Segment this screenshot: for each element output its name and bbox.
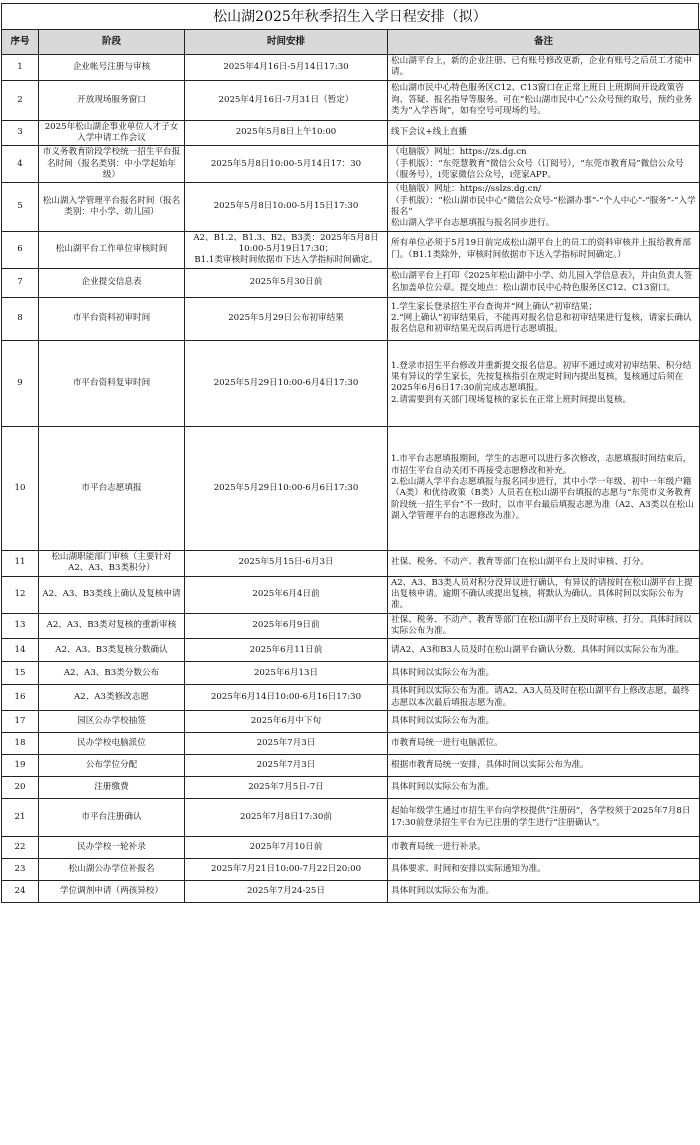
table-row [2,146,700,183]
row-number: 16 [2,685,39,711]
row-number: 1 [2,55,39,81]
row-stage: 民办学校一轮补录 [39,837,185,859]
table-header-row [2,30,700,55]
row-time: 2025年6月13日 [185,662,388,685]
row-note: （电脑版）网址：https://sslzs.dg.cn/ （手机版）：“松山湖市民中心”微信公众号-“松湖办事”-“个人中心”-“服务”-“入学报名” 松山湖入学平台志愿填报与报名同步进行。 [388,183,700,231]
row-note: 具体时间以实际公布为准。 [388,711,700,733]
header-note: 备注 [388,30,700,55]
row-time: 2025年5月30日前 [185,268,388,297]
table-row [2,340,700,426]
row-time: 2025年6月9日前 [185,613,388,639]
row-number: 3 [2,120,39,146]
row-stage: 企业提交信息表 [39,268,185,297]
row-time: 2025年5月29日公布初审结果 [185,297,388,340]
row-number: 24 [2,881,39,903]
row-note: 松山湖市民中心特色服务区C12、C13窗口在正常上班日上班期间开设政策咨询、答疑、报名指导等服务。可在“松山湖市民中心”公众号预约取号，预约业务类为“入学咨询”，如有空号可现场约号。 [388,80,700,120]
row-stage: 市义务教育阶段学校统一招生平台报名时间（报名类别：中小学起始年级） [39,146,185,183]
row-number: 20 [2,777,39,799]
row-time: 2025年5月15日-6月3日 [185,550,388,576]
row-stage: 市平台注册确认 [39,799,185,837]
row-number: 11 [2,550,39,576]
table-row [2,231,700,268]
table-row [2,80,700,120]
row-note: 具体时间以实际公布为准。 [388,777,700,799]
row-number: 6 [2,231,39,268]
row-note: 1.学生家长登录招生平台查询并“网上确认”初审结果； 2.“网上确认”初审结果后，不能再对报名信息和初审结果进行复核，请家长确认报名信息和初审结果无误后再进行志愿填报。 [388,297,700,340]
row-stage: A2、A3、B3类对复核的重新审核 [39,613,185,639]
row-stage: 松山湖公办学位补报名 [39,859,185,881]
row-note: 所有单位必须于5月19日前完成松山湖平台上的员工的资料审核并上报给教育部门。（B1.1类除外，审核时间依据市下达入学指标时间确定。） [388,231,700,268]
row-stage: A2、A3、B3类分数公布 [39,662,185,685]
row-number: 10 [2,426,39,550]
row-stage: 2025年松山湖企事业单位人才子女入学申请工作会议 [39,120,185,146]
row-time: 2025年5月29日10:00-6月6日17:30 [185,426,388,550]
row-note: 社保、税务、不动产、教育等部门在松山湖平台上及时审核、打分。具体时间以实际公布为准。 [388,613,700,639]
table-row [2,120,700,146]
table-row [2,881,700,903]
row-time: 2025年5月8日上午10:00 [185,120,388,146]
row-stage: 开放现场服务窗口 [39,80,185,120]
row-stage: 公布学位分配 [39,755,185,777]
row-stage: 市平台资料初审时间 [39,297,185,340]
row-note: 起始年级学生通过市招生平台向学校提供“注册码”，各学校须于2025年7月8日17:30前登录招生平台为已注册的学生进行“注册确认”。 [388,799,700,837]
row-stage: 松山湖平台工作单位审核时间 [39,231,185,268]
row-number: 13 [2,613,39,639]
schedule-table [1,29,700,903]
row-note: 具体要求、时间和安排以实际通知为准。 [388,859,700,881]
row-number: 18 [2,733,39,755]
row-number: 14 [2,639,39,662]
row-note: 社保、税务、不动产、教育等部门在松山湖平台上及时审核、打分。 [388,550,700,576]
table-row [2,662,700,685]
row-stage: 企业帐号注册与审核 [39,55,185,81]
table-row [2,576,700,613]
row-time: 2025年5月29日10:00-6月4日17:30 [185,340,388,426]
schedule-sheet [0,3,700,1145]
row-stage: A2、A3、B3类复核分数确认 [39,639,185,662]
table-row [2,837,700,859]
row-note: 市教育局统一进行电脑派位。 [388,733,700,755]
row-number: 2 [2,80,39,120]
row-stage: A2、A3、B3类线上确认及复核申请 [39,576,185,613]
row-time: 2025年7月24-25日 [185,881,388,903]
row-time: 2025年5月8日10:00-5月15日17:30 [185,183,388,231]
header-stage: 阶段 [39,30,185,55]
header-no: 序号 [2,30,39,55]
row-time: 2025年7月10日前 [185,837,388,859]
row-note: 请A2、A3和B3人员及时在松山湖平台确认分数。具体时间以实际公布为准。 [388,639,700,662]
row-stage: 松山湖入学管理平台报名时间（报名类别：中小学、幼儿园） [39,183,185,231]
row-time: 2025年6月4日前 [185,576,388,613]
row-note: 根据市教育局统一安排，具体时间以实际公布为准。 [388,755,700,777]
row-note: 1.市平台志愿填报期间，学生的志愿可以进行多次修改，志愿填报时间结束后，市招生平台自动关闭不再接受志愿修改和补充。 2.松山湖入学平台志愿填报与报名同步进行，其中小学一年级、初中一年级户籍（A类）和优待政策（B类）人员若在松山湖平台填报的志愿与“东莞市义务教育阶段统一招生平台”不一致时，以市平台最后填报志愿为准（A2、A3类以在松山湖入学管理平台的志愿修改为准）。 [388,426,700,550]
row-time: 2025年4月16日-5月14日17:30 [185,55,388,81]
row-time: 2025年4月16日-7月31日（暂定） [185,80,388,120]
table-row [2,639,700,662]
row-note: 具体时间以实际公布为准。 [388,662,700,685]
table-row [2,55,700,81]
table-row [2,183,700,231]
row-time: 2025年7月3日 [185,733,388,755]
row-number: 22 [2,837,39,859]
row-time: 2025年6月11日前 [185,639,388,662]
row-number: 7 [2,268,39,297]
header-time: 时间安排 [185,30,388,55]
row-note: A2、A3、B3类人员对积分没异议进行确认，有异议的请按时在松山湖平台上提出复核申请。逾期不确认或提出复核，将默认为确认。具体时间以实际公布为准。 [388,576,700,613]
row-number: 21 [2,799,39,837]
table-row [2,297,700,340]
table-row [2,755,700,777]
row-note: 松山湖平台上打印《2025年松山湖中小学、幼儿园入学信息表》，并由负责人签名加盖单位公章。提交地点：松山湖市民中心特色服务区C12、C13窗口。 [388,268,700,297]
row-number: 19 [2,755,39,777]
table-row [2,711,700,733]
table-row [2,426,700,550]
row-number: 15 [2,662,39,685]
row-note: 松山湖平台上，新的企业注册、已有账号修改更新，企业有账号之后员工才能申请。 [388,55,700,81]
table-row [2,859,700,881]
row-stage: 市平台资料复审时间 [39,340,185,426]
row-stage: 园区公办学校抽签 [39,711,185,733]
row-number: 8 [2,297,39,340]
table-row [2,550,700,576]
table-row [2,799,700,837]
row-stage: 市平台志愿填报 [39,426,185,550]
row-number: 17 [2,711,39,733]
row-number: 12 [2,576,39,613]
row-note: 1.登录市招生平台修改并重新提交报名信息。初审不通过或对初审结果、积分结果有异议的学生家长，先按复核指引在规定时间内提出复核，复核通过后须在2025年6月6日17:30前完成志愿填报。 2.请需要到有关部门现场复核的家长在正常上班时间提出复核。 [388,340,700,426]
row-time: 2025年7月5日-7日 [185,777,388,799]
row-number: 4 [2,146,39,183]
row-time: 2025年7月8日17:30前 [185,799,388,837]
row-time: A2、B1.2、B1.3、B2、B3类：2025年5月8日10:00-5月19日17:30； B1.1类审核时间依据市下达入学指标时间确定。 [185,231,388,268]
page-title: 松山湖2025年秋季招生入学日程安排（拟） [1,3,699,29]
table-row [2,268,700,297]
row-time: 2025年6月中下旬 [185,711,388,733]
row-note: 市教育局统一进行补录。 [388,837,700,859]
row-note: （电脑版）网址：https://zs.dg.cn （手机版）：“东莞慧教育”微信公众号（订阅号），“东莞市教育局”微信公众号（服务号），i莞家微信公众号，i莞家APP。 [388,146,700,183]
row-note: 具体时间以实际公布为准。 [388,881,700,903]
row-time: 2025年7月3日 [185,755,388,777]
row-number: 5 [2,183,39,231]
row-stage: 注册缴费 [39,777,185,799]
row-note: 线下会议+线上直播 [388,120,700,146]
row-time: 2025年6月14日10:00-6月16日17:30 [185,685,388,711]
table-row [2,733,700,755]
row-number: 9 [2,340,39,426]
row-time: 2025年5月8日10:00-5月14日17：30 [185,146,388,183]
row-note: 具体时间以实际公布为准。请A2、A3人员及时在松山湖平台上修改志愿，最终志愿以本次最后填报志愿为准。 [388,685,700,711]
table-row [2,613,700,639]
row-stage: 学位调剂申请（两孩异校） [39,881,185,903]
row-stage: 民办学校电脑派位 [39,733,185,755]
table-row [2,777,700,799]
row-time: 2025年7月21日10:00-7月22日20:00 [185,859,388,881]
row-number: 23 [2,859,39,881]
row-stage: 松山湖职能部门审核（主要针对A2、A3、B3类积分） [39,550,185,576]
row-stage: A2、A3类修改志愿 [39,685,185,711]
table-row [2,685,700,711]
